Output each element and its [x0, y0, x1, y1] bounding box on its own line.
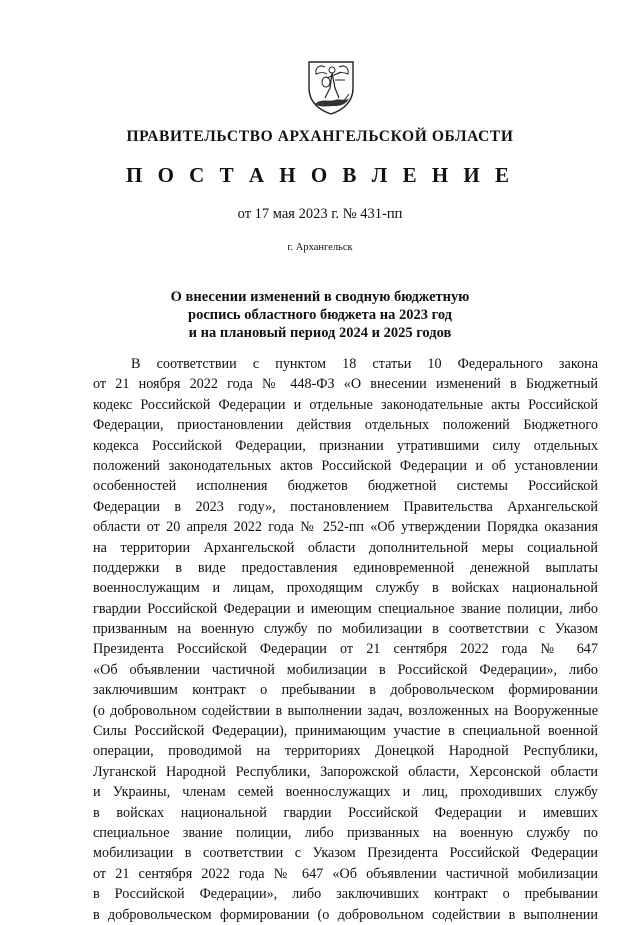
title-line: О внесении изменений в сводную бюджетную — [170, 289, 470, 305]
body-line: Федерации в 2023 году», постановлением Правительства Архангельской — [93, 498, 598, 515]
body-line: призванным на военную службу по мобилизации в соответствии с Указом — [93, 621, 598, 638]
title-line: роспись областного бюджета на 2023 год — [188, 307, 452, 323]
document-title — [0, 288, 640, 342]
document-date-number: от 17 мая 2023 г. № 431-пп — [237, 206, 403, 222]
body-line: от 21 сентября 2022 года № 647 «Об объявлении частичной мобилизации — [93, 865, 598, 882]
title-line: и на плановый период 2024 и 2025 годов — [188, 325, 452, 341]
coat-of-arms-icon — [301, 58, 361, 116]
body-line: (о добровольном содействии в выполнении задач, возложенных на Вооруженные — [93, 702, 598, 719]
body-line: военнослужащим и лицам, проходящим службу в войсках национальной — [93, 580, 598, 597]
document-body — [93, 354, 598, 925]
body-line: в добровольческом формировании (о добровольном содействии в выполнении — [93, 906, 598, 923]
body-line: Луганской Народной Республики, Запорожской области, Херсонской области — [93, 763, 598, 780]
body-line: кодекса Российской Федерации, признании утратившими силу отдельных — [93, 437, 598, 454]
body-line: специальное звание полиции, либо призванных на военную службу по — [93, 824, 598, 841]
body-line: в Российской Федерации», либо заключивших контракт о пребывании — [93, 886, 598, 903]
document-type: П О С Т А Н О В Л Е Н И Е — [125, 163, 514, 187]
body-line: мобилизации в соответствии с Указом Президента Российской Федерации — [93, 845, 598, 862]
body-line: и Украины, членам семей военнослужащих и лиц, проходивших службу — [93, 784, 598, 801]
body-line: области от 20 апреля 2022 года № 252-пп «Об утверждении Порядка оказания — [93, 519, 598, 536]
body-line: «Об объявлении частичной мобилизации в Российской Федерации», либо — [93, 661, 598, 678]
body-line: кодекс Российской Федерации и отдельные законодательные акты Российской — [93, 396, 598, 413]
body-line: поддержки в виде предоставления единовременной денежной выплаты — [93, 559, 598, 576]
body-line: Федерации, приостановлении действия отдельных положений Бюджетного — [93, 417, 598, 434]
document-city: г. Архангельск — [287, 242, 353, 253]
body-line: Президента Российской Федерации от 21 сентября 2022 года № 647 — [93, 641, 598, 658]
body-line: от 21 ноября 2022 года № 448-ФЗ «О внесении изменений в Бюджетный — [93, 376, 598, 393]
body-line: положений законодательных актов Российской Федерации и об установлении — [93, 457, 598, 474]
body-line: гвардии Российской Федерации и имеющим специальное звание полиции, либо — [93, 600, 598, 617]
body-line: В соответствии с пунктом 18 статьи 10 Федерального закона — [131, 356, 598, 372]
body-line: операции, проводимой на территориях Донецкой Народной Республики, — [93, 743, 598, 760]
body-line: особенностей исполнения бюджетов бюджетной системы Российской — [93, 478, 598, 495]
body-line: на территории Архангельской области дополнительной меры социальной — [93, 539, 598, 556]
body-line: в войсках национальной гвардии Российской Федерации и имевших — [93, 804, 598, 821]
body-line: Силы Российской Федерации), принимающим участие в специальной военной — [93, 723, 598, 740]
body-line: заключившим контракт о пребывании в добровольческом формировании — [93, 682, 598, 699]
government-name: ПРАВИТЕЛЬСТВО АРХАНГЕЛЬСКОЙ ОБЛАСТИ — [126, 128, 514, 145]
